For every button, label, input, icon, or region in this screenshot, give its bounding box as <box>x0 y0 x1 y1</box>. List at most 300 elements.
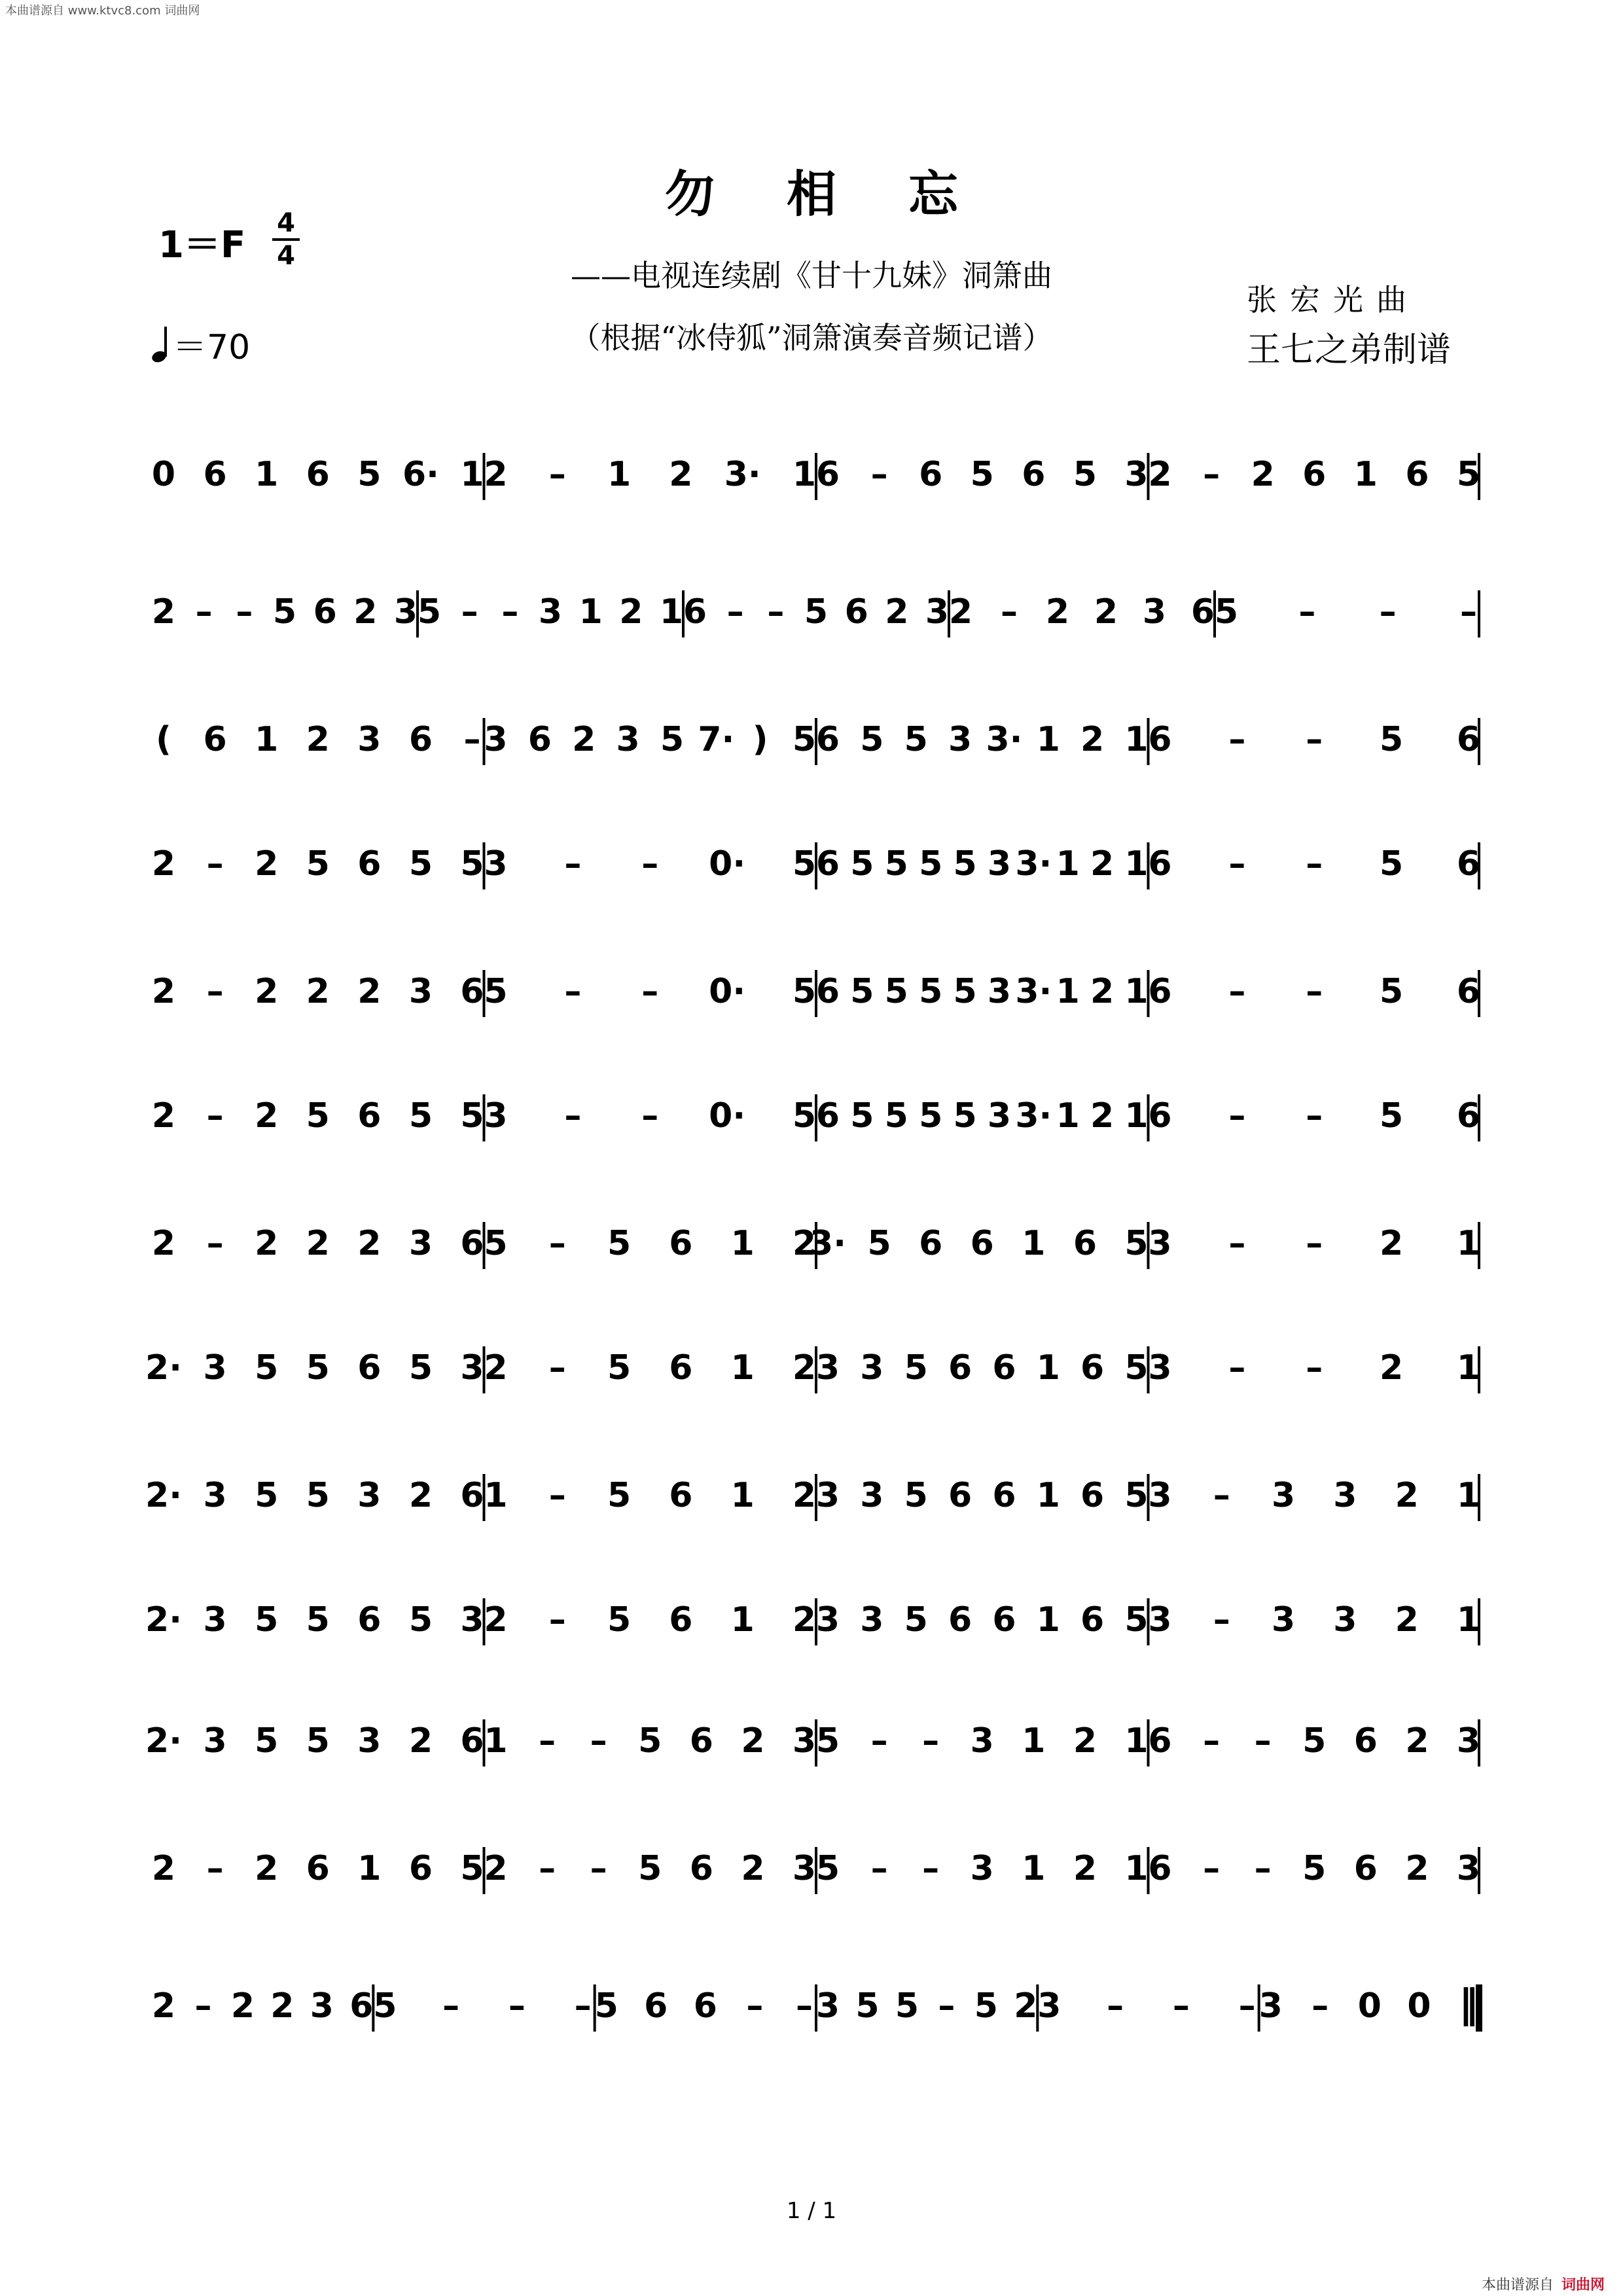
score-note: 3 <box>484 1096 508 1136</box>
score-note: 5 <box>792 844 817 884</box>
score-note: 2 <box>151 1986 176 2026</box>
score-note: 6 <box>1148 1849 1172 1888</box>
score-note: 5 <box>904 1600 928 1640</box>
score-note: 5 <box>904 1348 928 1388</box>
page-title: 勿相忘 <box>665 165 1030 223</box>
score-system-svg <box>152 445 1480 508</box>
score-note: 5 <box>357 455 382 494</box>
score-note: 3· <box>1015 844 1052 884</box>
score-note: 5 <box>904 720 928 759</box>
score-note: 5 <box>974 1986 998 2026</box>
transcriber-credit: 王七之弟制谱 <box>1247 331 1452 370</box>
score-note: 2 <box>948 592 973 632</box>
score-system <box>145 1712 1481 1770</box>
score-note: 1 <box>484 1476 508 1515</box>
score-note: 2· <box>145 1476 182 1515</box>
score-note: 2 <box>255 1224 279 1263</box>
score-note: – <box>548 1600 566 1640</box>
score-note: 6 <box>815 720 840 759</box>
score-note: 1 <box>1456 1224 1481 1263</box>
score-note: 3 <box>987 844 1012 884</box>
score-note: 5 <box>607 1348 632 1388</box>
score-note: 6 <box>1080 1476 1105 1515</box>
score-note: – <box>922 1721 940 1761</box>
score-note: 3· <box>1015 1096 1052 1136</box>
score-note: 1 <box>792 455 817 494</box>
score-note: – <box>870 1721 888 1761</box>
footer-watermark-logo: 词曲网 <box>1561 2277 1605 2293</box>
score-note: 5 <box>306 1348 330 1388</box>
score-note: 2 <box>151 592 176 632</box>
score-note: 1 <box>255 720 279 759</box>
score-note: 6 <box>1148 972 1172 1011</box>
score-system-svg <box>152 1977 1480 2039</box>
score-note: 5 <box>1124 1600 1149 1640</box>
score-note: – <box>564 972 582 1011</box>
score-note: 5 <box>792 972 817 1011</box>
score-note: 6 <box>306 1849 330 1888</box>
score-system-svg <box>152 1839 1480 1902</box>
score-note: 3 <box>310 1986 334 2026</box>
score-note: 1 <box>1456 1600 1481 1640</box>
score-note: 2 <box>357 972 382 1011</box>
score-note: – <box>870 1849 888 1888</box>
score-system-svg <box>145 1466 1481 1529</box>
score-note: 2 <box>255 844 279 884</box>
score-note: – <box>938 1986 955 2026</box>
score-note: 2 <box>1090 972 1115 1011</box>
score-system <box>152 1086 1480 1145</box>
score-system <box>152 710 1480 769</box>
score-note: – <box>1306 1348 1323 1388</box>
score-system-svg <box>145 1338 1481 1401</box>
score-note: 5 <box>1380 720 1404 759</box>
score-note: 1 <box>1456 1476 1481 1515</box>
score-note: 3 <box>1148 1224 1172 1263</box>
score-system <box>152 834 1480 893</box>
score-note: – <box>1203 455 1221 494</box>
transcription-note: （根据“冰侍狐”洞箫演奏音频记谱） <box>570 320 1053 355</box>
score-system <box>152 1839 1480 1898</box>
score-note: 2 <box>1380 1348 1404 1388</box>
score-note: – <box>1379 592 1397 632</box>
score-note: 1 <box>579 592 603 632</box>
score-note: 2 <box>408 1476 433 1515</box>
score-note: 6 <box>815 455 840 494</box>
score-note: 2 <box>792 1600 817 1640</box>
score-note: 3 <box>815 1348 840 1388</box>
score-note: – <box>1203 1721 1221 1761</box>
score-note: – <box>539 1721 556 1761</box>
score-note: 5 <box>306 1096 330 1136</box>
score-note: 2 <box>1405 1721 1429 1761</box>
score-note: 3 <box>1456 1849 1481 1888</box>
score-note: 6 <box>1302 455 1327 494</box>
score-note: 1 <box>484 1721 508 1761</box>
composer-credit: 张宏光曲 <box>1247 282 1419 317</box>
score-note: 6 <box>844 592 868 632</box>
score-note: 6 <box>948 1600 972 1640</box>
score-note: 5 <box>953 972 977 1011</box>
score-note: – <box>1238 1986 1256 2026</box>
time-signature-bottom: 4 <box>277 241 295 271</box>
score-note: 1 <box>1036 1476 1060 1515</box>
score-note: 2 <box>357 1224 382 1263</box>
score-note: 6 <box>1080 1348 1105 1388</box>
score-note: 6 <box>460 1721 484 1761</box>
score-note: 2 <box>1045 592 1070 632</box>
score-note: 6 <box>357 844 382 884</box>
score-note: 2 <box>255 972 279 1011</box>
score-note: 6 <box>1080 1600 1105 1640</box>
score-note: 1 <box>1056 844 1080 884</box>
score-note: 6 <box>1148 1096 1172 1136</box>
score-note: – <box>1203 1849 1221 1888</box>
score-note: 5 <box>953 1096 977 1136</box>
score-note: 3 <box>860 1348 884 1388</box>
score-note: 5 <box>1456 455 1481 494</box>
score-note: 2· <box>145 1721 182 1761</box>
score-note: – <box>1213 1476 1230 1515</box>
score-note: 1 <box>1022 1224 1046 1263</box>
score-note: 1 <box>1124 1096 1149 1136</box>
score-note: 2 <box>151 1224 176 1263</box>
score-note: 5 <box>607 1224 632 1263</box>
score-note: 7· <box>698 720 735 759</box>
score-note: 5 <box>638 1721 662 1761</box>
score-note: 5 <box>1302 1849 1327 1888</box>
score-note: 3 <box>538 592 563 632</box>
score-note: – <box>746 1986 764 2026</box>
score-note: – <box>1306 1096 1323 1136</box>
score-note: 1 <box>1022 1721 1046 1761</box>
score-note: 6 <box>992 1348 1016 1388</box>
score-note: 6 <box>460 1224 484 1263</box>
score-note: 5 <box>1124 1348 1149 1388</box>
quarter-note-icon <box>152 327 169 362</box>
tempo-value: ＝70 <box>173 328 251 367</box>
score-note: 2 <box>151 972 176 1011</box>
score-note: 3 <box>860 1476 884 1515</box>
score-note: 2 <box>1073 1721 1097 1761</box>
score-note: 5 <box>306 1721 330 1761</box>
score-note: 2 <box>270 1986 294 2026</box>
score-note: 3· <box>986 720 1023 759</box>
score-note: 3 <box>1037 1986 1061 2026</box>
score-note: 2 <box>484 455 508 494</box>
score-note: 3 <box>1333 1600 1357 1640</box>
score-note: 6 <box>306 455 330 494</box>
score-note: 3 <box>1148 1600 1172 1640</box>
score-note: 6 <box>992 1600 1016 1640</box>
score-note: 3 <box>815 1600 840 1640</box>
score-note: 6 <box>669 1476 693 1515</box>
score-note: 5 <box>272 592 297 632</box>
score-note: 6 <box>948 1348 972 1388</box>
score-note: 6· <box>402 455 439 494</box>
score-note: 1 <box>659 592 684 632</box>
score-system <box>152 583 1480 641</box>
score-note: 5 <box>373 1986 397 2026</box>
score-note: – <box>501 592 519 632</box>
score-note: 5 <box>484 1224 508 1263</box>
score-note: 5 <box>850 972 874 1011</box>
score-note: 6 <box>815 972 840 1011</box>
score-note: 3 <box>616 720 640 759</box>
score-note: 3 <box>357 1721 382 1761</box>
score-note: 3 <box>1148 1476 1172 1515</box>
score-note: 6 <box>1353 1849 1378 1888</box>
score-note: 3 <box>408 972 433 1011</box>
score-system-svg <box>145 1590 1481 1653</box>
score-note: 6 <box>669 1600 693 1640</box>
score-note: 6 <box>1190 592 1215 632</box>
score-note: 5 <box>660 720 685 759</box>
score-note: – <box>1172 1986 1190 2026</box>
score-note: 6 <box>1148 720 1172 759</box>
score-note: 6 <box>815 1096 840 1136</box>
score-note: 6 <box>919 1224 943 1263</box>
score-note: 1 <box>730 1348 755 1388</box>
score-note: – <box>1228 972 1246 1011</box>
score-note: 3· <box>1015 972 1052 1011</box>
score-note: 2 <box>885 592 909 632</box>
score-note: 6 <box>527 720 552 759</box>
score-system <box>152 445 1480 504</box>
score-note: – <box>1254 1849 1272 1888</box>
score-note: 2 <box>1405 1849 1429 1888</box>
score-note: 5 <box>792 1096 817 1136</box>
score-note: – <box>922 1849 940 1888</box>
footer-watermark-left: 本曲谱源自 <box>1481 2277 1554 2293</box>
score-note: 5 <box>1380 1096 1404 1136</box>
score-note: 5 <box>855 1986 880 2026</box>
score-note: – <box>1001 592 1018 632</box>
score-note: 5 <box>815 1849 840 1888</box>
score-note: 5 <box>884 844 908 884</box>
score-note: 2 <box>306 1224 330 1263</box>
score-note: – <box>206 1096 224 1136</box>
score-note: 3 <box>1142 592 1167 632</box>
score-note: – <box>870 455 888 494</box>
score-note: 2· <box>145 1600 182 1640</box>
score-note: – <box>1306 720 1323 759</box>
score-note: 6 <box>313 592 337 632</box>
score-note: 3 <box>357 720 382 759</box>
score-note: 3 <box>815 1986 840 2026</box>
score-note: 2 <box>230 1986 255 2026</box>
score-note: – <box>796 1986 813 2026</box>
score-note: 5 <box>306 1476 330 1515</box>
score-system <box>152 962 1480 1021</box>
score-note: 5 <box>1073 455 1097 494</box>
score-note: – <box>1228 1224 1246 1263</box>
score-note: 5 <box>255 1348 279 1388</box>
score-note: – <box>461 592 478 632</box>
score-note: 6 <box>644 1986 668 2026</box>
score-note: 6 <box>919 455 943 494</box>
score-note: – <box>206 1224 224 1263</box>
score-note: – <box>1460 592 1477 632</box>
score-note: 1 <box>1036 1348 1060 1388</box>
score-system-svg <box>145 1712 1481 1774</box>
score-note: 5 <box>860 720 884 759</box>
score-note: – <box>1254 1721 1272 1761</box>
score-note: 3 <box>203 1600 227 1640</box>
score-note: 6 <box>689 1849 713 1888</box>
score-note: 2 <box>353 592 378 632</box>
score-note: 2 <box>151 1096 176 1136</box>
score-note: 5 <box>1380 844 1404 884</box>
score-note: 0 <box>151 455 176 494</box>
score-system-svg <box>152 583 1480 645</box>
score-system-svg <box>152 962 1480 1025</box>
score-system <box>152 1977 1480 2036</box>
score-note: 1 <box>607 455 632 494</box>
score-note: 6 <box>349 1986 374 2026</box>
score-note: 2 <box>255 1096 279 1136</box>
score-note: 3 <box>792 1721 817 1761</box>
score-note: 5 <box>484 972 508 1011</box>
score-note: 6 <box>669 1348 693 1388</box>
score-note: 6 <box>693 1986 717 2026</box>
score-note: – <box>641 972 659 1011</box>
score-note: 3 <box>925 592 950 632</box>
score-note: – <box>1228 1096 1246 1136</box>
score-note: 6 <box>203 720 227 759</box>
score-note: 3 <box>1258 1986 1283 2026</box>
score-note: 5 <box>594 1986 618 2026</box>
score-note: – <box>1228 844 1246 884</box>
score-note: – <box>548 1224 566 1263</box>
score-note: 6 <box>408 720 433 759</box>
score-note: 3 <box>970 1849 994 1888</box>
score-note: 2 <box>151 1849 176 1888</box>
score-note: 2 <box>1094 592 1118 632</box>
score-note: 5 <box>850 1096 874 1136</box>
score-note: 3 <box>408 1224 433 1263</box>
score-note: 5 <box>460 1096 484 1136</box>
score-note: 2 <box>255 1849 279 1888</box>
key-signature: 1＝F <box>158 224 246 266</box>
score-note: – <box>1311 1986 1329 2026</box>
score-note: 2 <box>1251 455 1275 494</box>
score-note: 5 <box>255 1476 279 1515</box>
score-note: – <box>206 972 224 1011</box>
score-note: 6 <box>1148 1721 1172 1761</box>
score-note: 2 <box>619 592 643 632</box>
score-note: – <box>574 1986 592 2026</box>
score-note: 2 <box>484 1348 508 1388</box>
score-note: 2 <box>151 844 176 884</box>
score-note: 6 <box>1456 972 1481 1011</box>
score-note: – <box>767 592 785 632</box>
score-note: – <box>1306 972 1323 1011</box>
footer-watermark <box>1482 2274 1605 2294</box>
score-note: – <box>539 1849 556 1888</box>
score-system-svg <box>152 710 1480 773</box>
score-note: 3 <box>1124 455 1149 494</box>
score-note: 1 <box>1056 972 1080 1011</box>
score-note: 3 <box>860 1600 884 1640</box>
score-note: 6 <box>669 1224 693 1263</box>
score-note: 5 <box>904 1476 928 1515</box>
score-note: 5 <box>919 1096 943 1136</box>
score-note: ( <box>156 720 171 759</box>
score-note: 1 <box>460 455 484 494</box>
score-note: ) <box>752 720 768 759</box>
score-note: 3 <box>203 1721 227 1761</box>
score-note: 1 <box>357 1849 382 1888</box>
score-note: 5 <box>884 1096 908 1136</box>
score-note: 6 <box>815 844 840 884</box>
score-note: – <box>726 592 744 632</box>
score-note: 5 <box>919 972 943 1011</box>
score-note: – <box>442 1986 460 2026</box>
score-note: 2 <box>669 455 693 494</box>
score-note: 2 <box>484 1849 508 1888</box>
score-note: 3 <box>792 1849 817 1888</box>
score-note: 6 <box>683 592 707 632</box>
score-note: 5 <box>607 1476 632 1515</box>
score-note: 2 <box>792 1224 817 1263</box>
score-note: – <box>1298 592 1316 632</box>
score-note: 5 <box>306 1600 330 1640</box>
score-note: 3 <box>1272 1600 1296 1640</box>
score-note: 5 <box>306 844 330 884</box>
score-note: 5 <box>919 844 943 884</box>
score-note: 5 <box>1124 1224 1149 1263</box>
score-note: 3 <box>1456 1721 1481 1761</box>
score-note: 2 <box>1080 720 1105 759</box>
score-note: 6 <box>689 1721 713 1761</box>
score-note: 5 <box>1302 1721 1327 1761</box>
score-note: 5 <box>607 1600 632 1640</box>
score-note: 6 <box>357 1348 382 1388</box>
tempo-marking <box>152 319 250 368</box>
score-note: 2 <box>408 1721 433 1761</box>
score-note: – <box>1306 1224 1323 1263</box>
score-note: 5 <box>1214 592 1239 632</box>
score-note: 5 <box>953 844 977 884</box>
score-note: 5 <box>460 844 484 884</box>
score-note: – <box>1306 844 1323 884</box>
score-note: – <box>206 844 224 884</box>
score-note: 5 <box>1124 1476 1149 1515</box>
score-note: – <box>548 1476 566 1515</box>
score-note: – <box>1228 1348 1246 1388</box>
score-note: 2 <box>1380 1224 1404 1263</box>
header-watermark: 本曲谱源自 www.ktvc8.com 词曲网 <box>5 4 200 18</box>
score-note: 6 <box>1148 844 1172 884</box>
score-note: 1 <box>255 455 279 494</box>
score-note: 3 <box>393 592 418 632</box>
score-note: 2 <box>741 1721 765 1761</box>
score-note: 6 <box>1073 1224 1097 1263</box>
score-note: – <box>1228 720 1246 759</box>
score-note: – <box>590 1721 607 1761</box>
score-note: 6 <box>1456 1096 1481 1136</box>
score-note: 1 <box>1124 1721 1149 1761</box>
score-note: 3 <box>1272 1476 1296 1515</box>
score-note: – <box>206 1849 224 1888</box>
score-note: – <box>641 844 659 884</box>
score-note: 1 <box>1124 720 1149 759</box>
score-note: – <box>590 1849 607 1888</box>
score-note: 1 <box>1353 455 1378 494</box>
score-note: 0· <box>709 972 746 1011</box>
score-system <box>145 1338 1481 1397</box>
